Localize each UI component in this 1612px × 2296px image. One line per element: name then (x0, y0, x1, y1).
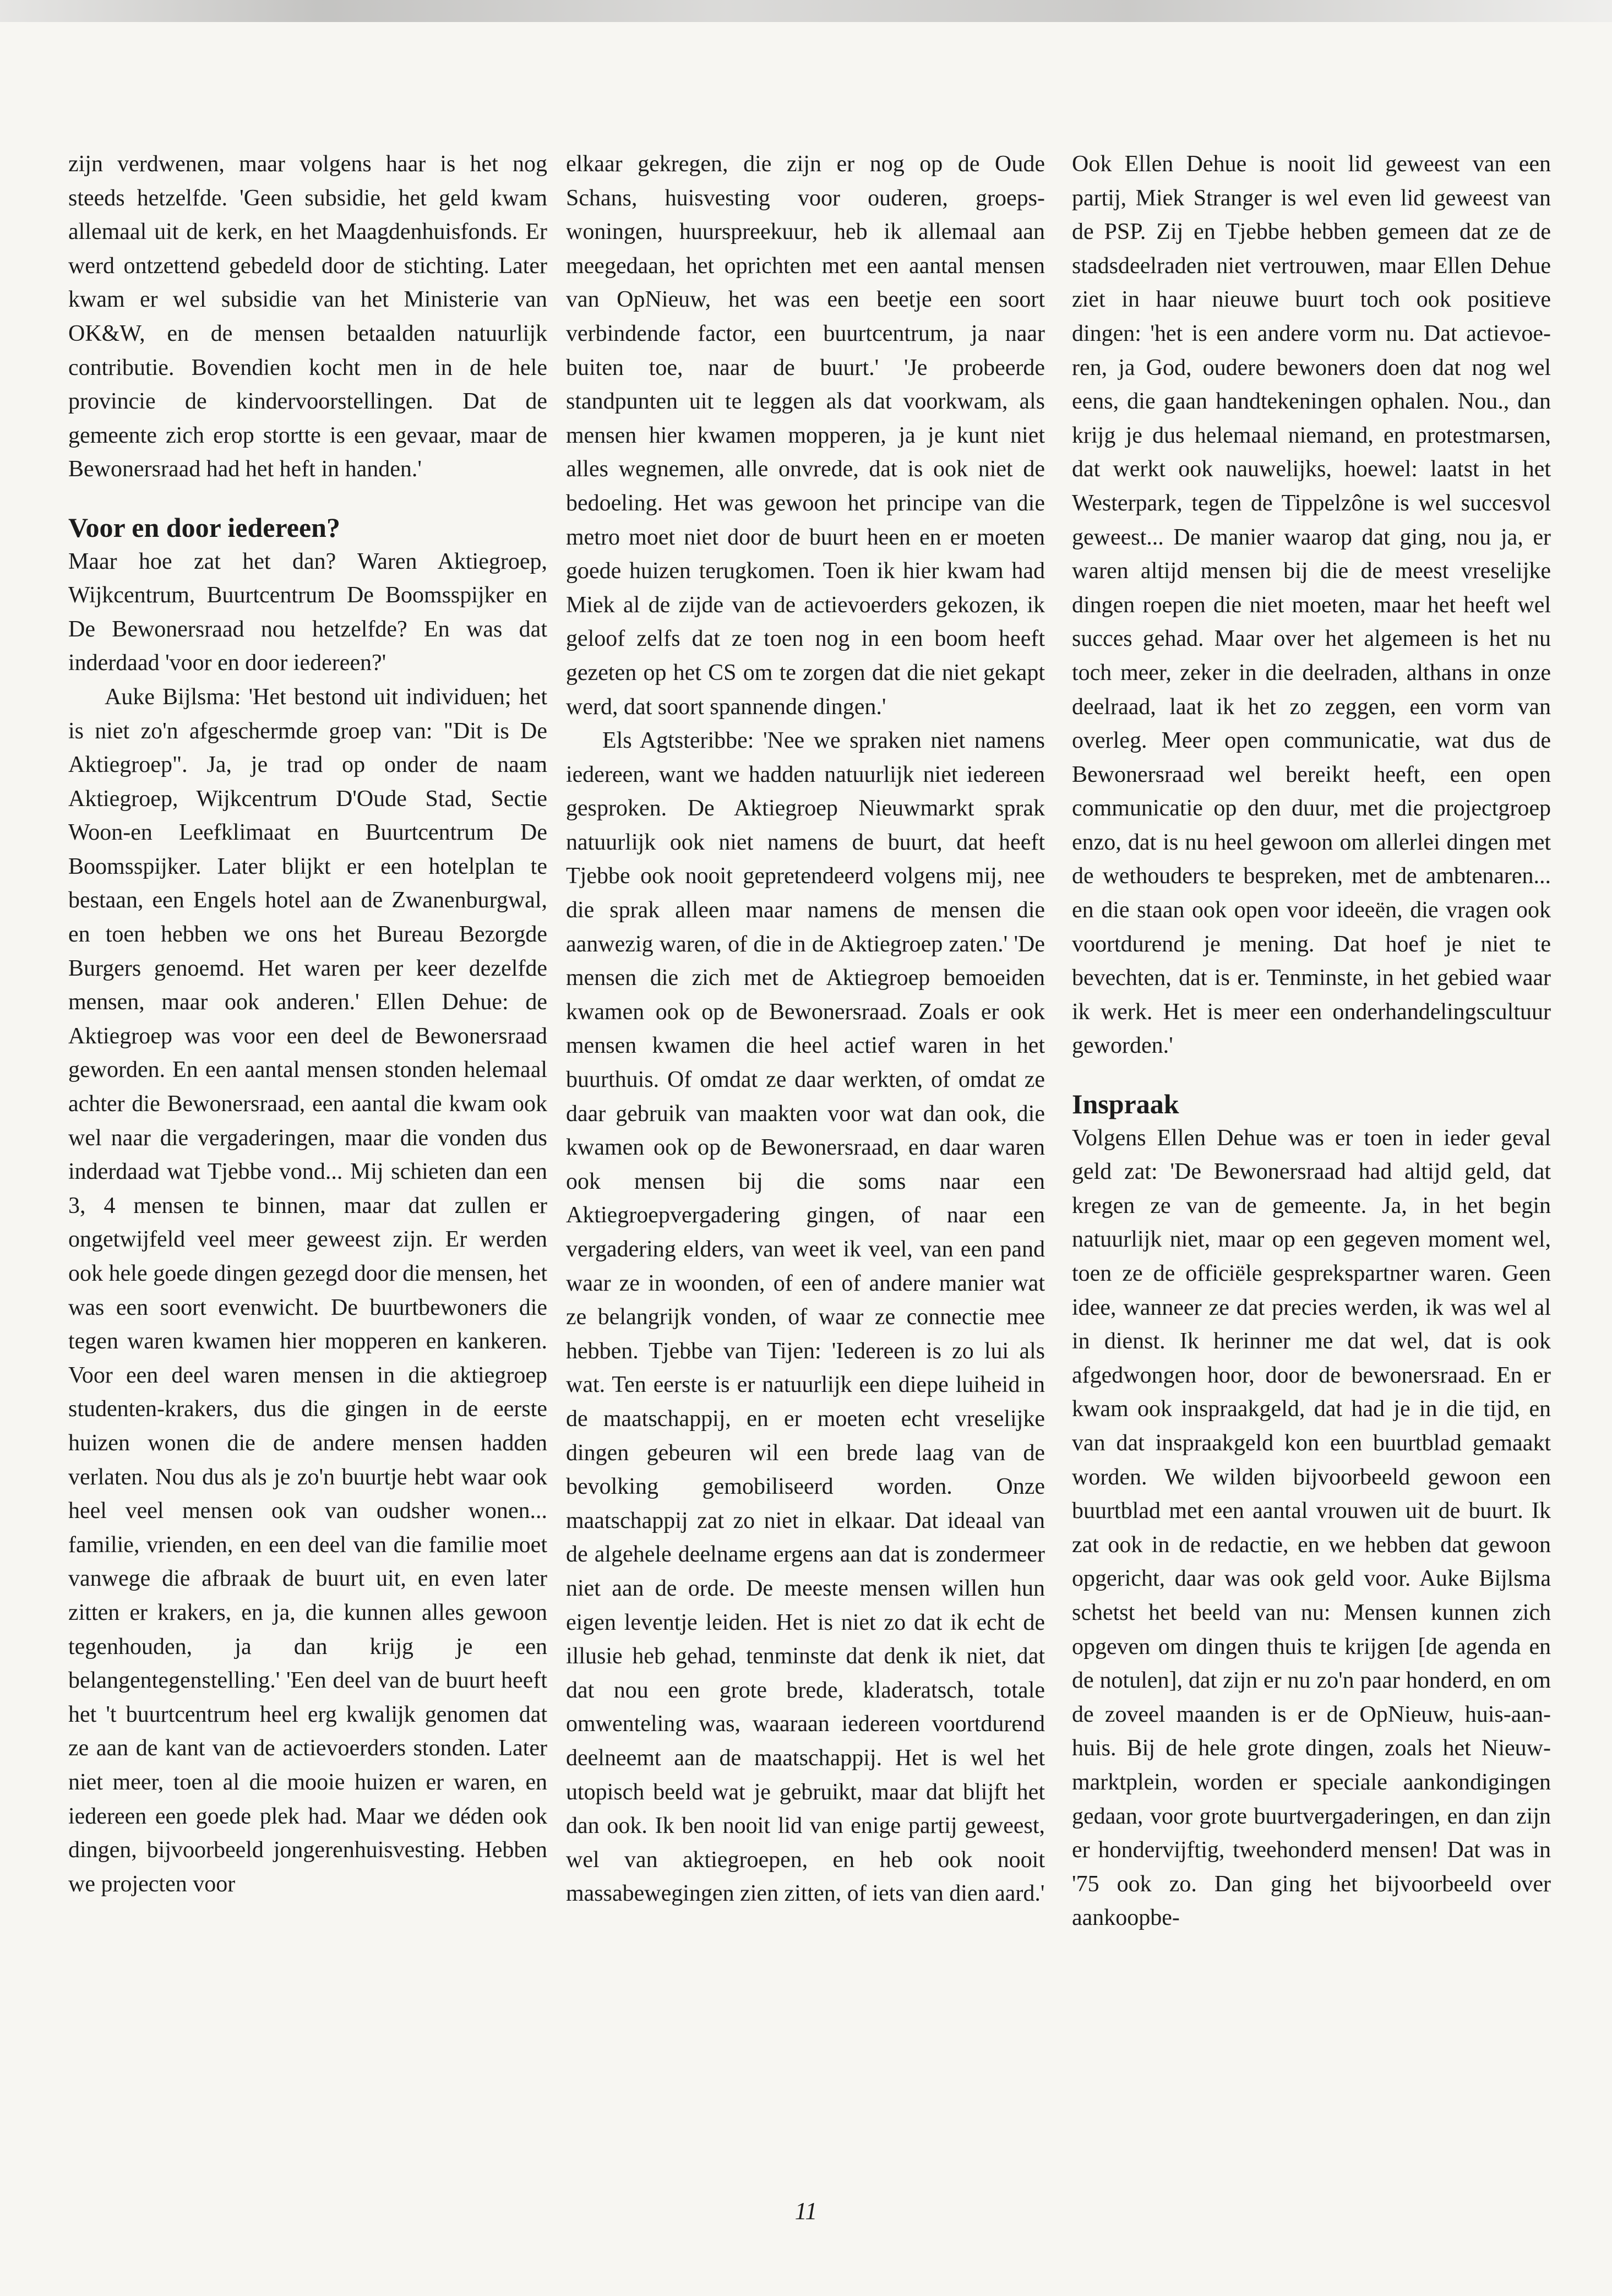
paragraph: Ook Ellen Dehue is nooit lid geweest van een partij, Miek Stranger is wel even lid geweest van de PSP. Zij en Tjebbe hebben gemeen dat ze de stadsdeelraden niet vertrouwen, maar Ellen Dehue ziet in haar nieuwe buurt toch ook positieve dingen: 'het is een andere vorm nu. Dat actievoeren, ja God, oudere bewoners doen dat nog wel eens, die gaan handtekeningen ophalen. Nou., dan krijg je dus helemaal niemand, en protestmarsen, dat werkt ook nauwelijks, hoewel: laatst in het Westerpark, tegen de Tippelzône is wel succesvol geweest... De manier waarop dat ging, nou ja, er waren altijd mensen bij die de meest vreselijke dingen roepen die niet moeten, maar het heeft wel succes gehad. Maar over het algemeen is het nu toch meer, zeker in die deelraden, althans in onze deelraad, laat ik het zo zeggen, een vorm van overleg. Meer open communicatie, wat dus de Bewonersraad wel bereikt heeft, een open communicatie op den duur, met die projectgroep enzo, dat is nu heel gewoon om allerlei dingen met de wethouders te bespreken, met de ambtenaren... en die staan ook open voor ideeën, die vragen ook voortdurend je mening. Dat hoef je niet te bevechten, dat is er. Tenminste, in het gebied waar ik werk. Het is meer een onderhandelingscultuur geworden.' (1072, 151, 1551, 1059)
text-column-3 (1072, 148, 1551, 1935)
paragraph: Auke Bijlsma: 'Het bestond uit individuen; het is niet zo'n afgeschermde groep van: "Dit is De Aktiegroep". Ja, je trad op onder de naam Aktiegroep, Wijkcentrum D'Oude Stad, Sectie Woon-en Leefklimaat en Buurtcentrum De Boomsspijker. Later blijkt er een hotelplan te bestaan, een Engels hotel aan de Zwanenburgwal, en toen hebben we ons het Bureau Bezorgde Burgers genoemd. Het waren per keer dezelfde mensen, maar ook anderen.' Ellen Dehue: de Aktiegroep was voor een deel de Bewonersraad geworden. En een aantal mensen stonden helemaal achter die Bewonersraad, een aantal die kwam ook wel naar die vergaderingen, maar die vonden dus inderdaad wat Tjebbe vond... Mij schieten dan een 3, 4 mensen te binnen, maar dat zullen er ongetwijfeld veel meer geweest zijn. Er werden ook hele goede dingen gezegd door die mensen, het was een soort evenwicht. De buurtbewoners die tegen waren kwamen hier mopperen en kankeren. Voor een deel waren mensen in die aktiegroep studenten-krakers, dus die gingen in de eerste huizen wonen die de andere mensen hadden verlaten. Nou dus als je zo'n buurtje hebt waar ook heel veel mensen ook van oudsher wonen... familie, vrienden, en een deel van die familie moet vanwege die afbraak de buurt uit, en even later zitten er krakers, en ja, die kunnen alles gewoon tegenhouden, ja dan krijg je een belangentegenstelling.' 'Een deel van de buurt heeft het 't buurtcentrum heel erg kwalijk genomen dat ze aan de kant van de actievoerders stonden. Later niet meer, toen al die mooie huizen er waren, en iedereen een goede plek had. Maar we déden ook dingen, bijvoorbeeld jongerenhuisvesting. Hebben we projecten voor (68, 684, 547, 1897)
section-heading: Voor en door iedereen? (68, 512, 340, 543)
paragraph: elkaar gekregen, die zijn er nog op de Oude Schans, huisvesting voor ouderen, groepswoningen, huurspreekuur, heb ik allemaal aan meegedaan, het oprichten met een aantal mensen van OpNieuw, het was een beetje een soort verbindende factor, een buurtcentrum, ja naar buiten toe, naar de buurt.' 'Je probeerde standpunten uit te leggen als dat voorkwam, als mensen hier kwamen mopperen, ja je kunt niet alles wegnemen, alle onvrede, dat is ook niet de bedoeling. Het was gewoon het principe van die metro moet niet door de buurt heen en er moeten goede huizen terugkomen. Toen ik hier kwam had Miek al de zijde van de actievoerders gekozen, ik geloof zelfs dat ze toen nog in een boom heeft gezeten op het CS om te zorgen dat die niet gekapt werd, dat soort spannende dingen.' (566, 151, 1045, 720)
paragraph: Maar hoe zat het dan? Waren Aktiegroep, Wijkcentrum, Buurtcentrum De Boomsspijker en De Bewonersraad nou hetzelfde? En was dat inderdaad 'voor en door iedereen?' (68, 548, 547, 676)
text-column-1 (68, 148, 547, 1901)
paragraph: Volgens Ellen Dehue was er toen in ieder geval geld zat: 'De Bewonersraad had altijd geld, dat kregen ze van de gemeente. Ja, in het begin natuurlijk niet, maar op een gegeven moment wel, toen ze de officiële gesprekspartner waren. Geen idee, wanneer ze dat precies werden, ik was wel al in dienst. Ik herinner me dat wel, dat is ook afgedwongen hoor, door de bewonersraad. En er kwam ook inspraakgeld, dat had je in die tijd, en van dat inspraakgeld kon een buurtblad gemaakt worden. We wilden bijvoorbeeld gewoon een buurtblad met een aantal vrouwen uit de buurt. Ik zat ook in de redactie, en we hebben dat gewoon opgericht, daar was ook geld voor. Auke Bijlsma schetst het beeld van nu: Mensen kunnen zich opgeven om dingen thuis te krijgen [de agenda en de notulen], dat zijn er nu zo'n paar honderd, en om de zoveel maanden is er de OpNieuw, huis-aan-huis. Bij de hele grote dingen, zoals het Nieuwmarktplein, worden er speciale aankondigingen gedaan, voor grote buurtvergaderingen, en dan zijn er hondervijftig, tweehonderd mensen! Dat was in '75 ook zo. Dan ging het bijvoorbeeld over aankoopbe- (1072, 1125, 1551, 1931)
paragraph: zijn verdwenen, maar volgens haar is het nog steeds hetzelfde. 'Geen subsidie, het geld kwam allemaal uit de kerk, en het Maagdenhuisfonds. Er werd ontzettend gebedeld door de stichting. Later kwam er wel subsidie van het Ministerie van OK&W, en de mensen betaalden natuurlijk contributie. Bovendien kocht men in de hele provincie de kindervoorstellingen. Dat de gemeente zich erop stortte is een gevaar, maar de Bewonersraad had het heft in handen.' (68, 151, 547, 482)
section-heading: Inspraak (1072, 1089, 1179, 1120)
scan-edge-shadow (0, 0, 1612, 22)
paragraph: Els Agtsteribbe: 'Nee we spraken niet namens iedereen, want we hadden natuurlijk niet iedereen gesproken. De Aktiegroep Nieuwmarkt sprak natuurlijk ook niet namens de buurt, dat heeft Tjebbe ook nooit gepretendeerd volgens mij, nee die sprak alleen maar namens de mensen die aanwezig waren, of die in de Aktiegroep zaten.' 'De mensen die zich met de Aktiegroep bemoeiden kwamen ook op de Bewonersraad. Zoals er ook mensen kwamen die heel actief waren in het buurthuis. Of omdat ze daar werkten, of omdat ze daar gebruik van maakten voor wat dan ook, die kwamen ook op de Bewonersraad, en daar waren ook mensen bij die soms naar een Aktiegroepvergadering gingen, of naar een vergadering elders, van weet ik veel, van een pand waar ze in woonden, of een of andere manier wat ze belangrijk vonden, of waar ze connectie mee hebben. Tjebbe van Tijen: 'Iedereen is zo lui als wat. Ten eerste is er natuurlijk een diepe luiheid in de maatschappij, en er moeten echt vreselijke dingen gebeuren wil een brede laag van de bevolking gemobiliseerd worden. Onze maatschappij zat zo niet in elkaar. Dat ideaal van de algehele deelname ergens aan dat is zondermeer niet aan de orde. De meeste mensen willen hun eigen leventje leiden. Het is niet zo dat ik echt de illusie heb gehad, tenminste dat denk ik niet, dat dat nou een grote brede, kladeratsch, totale omwenteling was, waaraan iedereen voortdurend deelneemt aan de maatschappij. Het is wel het utopisch beeld wat je gebruikt, maar dat blijft het dan ook. Ik ben nooit lid van enige partij geweest, wel van aktiegroepen, en heb ook nooit massabewegingen zien zitten, of iets van dien aard.' (566, 728, 1045, 1907)
page-number: 11 (794, 2197, 818, 2224)
text-column-2 (566, 148, 1045, 1911)
